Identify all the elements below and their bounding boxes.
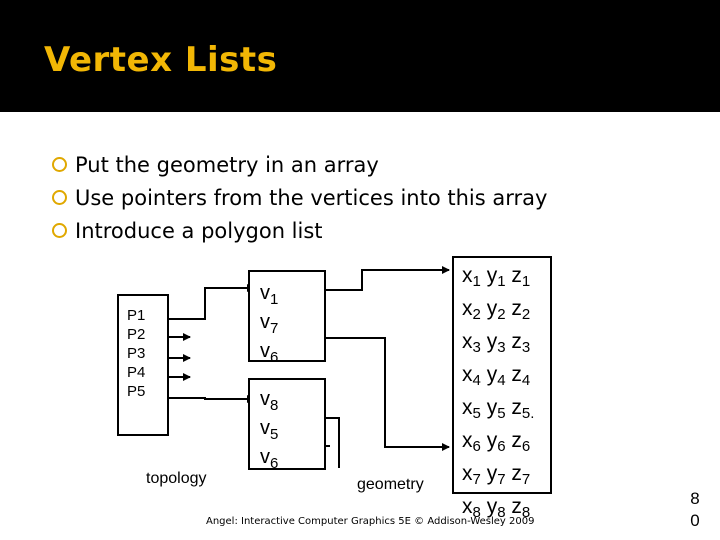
geometry-row: $x_7$ $y_7$ $z_7$ [462,462,531,488]
bullet-text: Introduce a polygon list [75,218,323,243]
geometry-row: $x_5$ $y_5$ $z_{5.}$ [462,396,535,422]
vertex-ref: $v_6$ [260,340,279,366]
p5-arrow [160,398,254,399]
polygon-list [117,294,169,436]
geometry-row: $x_1$ $y_1$ $z_1$ [462,264,531,290]
vertex-group-2 [248,378,326,470]
footer-credit: Angel: Interactive Computer Graphics 5E © Addison-Wesley 2009 [206,516,535,527]
slide-title: Vertex Lists [44,40,278,80]
geometry-row: $x_2$ $y_2$ $z_2$ [462,297,531,323]
geometry-row: $x_8$ $y_8$ $z_8$ [462,495,531,521]
polygon-item: P3 [127,345,146,362]
bullet-text: Put the geometry in an array [75,152,379,177]
geometry-label: geometry [357,476,424,493]
polygon-item: P1 [127,307,146,324]
topology-label: topology [146,470,207,487]
p1-arrow [160,288,254,319]
v1-arrow [319,270,449,290]
polygon-item: P2 [127,326,146,343]
polygon-item: P4 [127,364,146,381]
vertex-group-1 [248,270,326,366]
bullet-text: Use pointers from the vertices into this array [75,185,548,210]
geometry-array [452,256,552,521]
vertex-ref: $v_1$ [260,282,279,308]
vertex-ref: $v_6$ [260,446,279,472]
vertex-ref: $v_5$ [260,417,279,443]
geometry-row: $x_3$ $y_3$ $z_3$ [462,330,531,356]
vertex-ref: $v_7$ [260,311,279,337]
vertex-ref: $v_8$ [260,388,279,414]
geometry-row: $x_6$ $y_6$ $z_6$ [462,429,531,455]
geometry-row: $x_4$ $y_4$ $z_4$ [462,363,531,389]
page-number: 8 0 [690,489,700,530]
polygon-item: P5 [127,383,146,400]
